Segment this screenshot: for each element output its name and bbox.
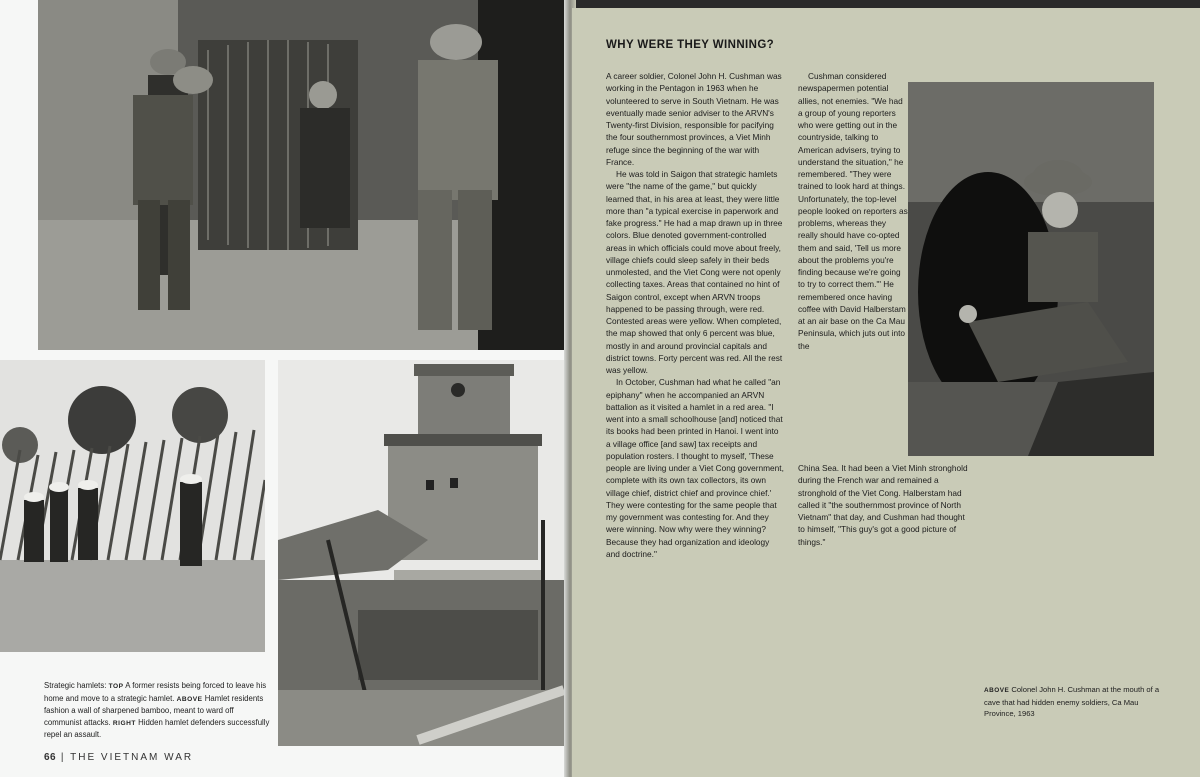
folio-separator: | (60, 752, 66, 763)
photo-cushman-cave (908, 82, 1154, 456)
photo-resident-resisting (38, 0, 568, 350)
caption-tag-above: ABOVE (176, 695, 203, 703)
caption-text-right: Hidden hamlet defenders successfully repel an assault. (44, 717, 270, 739)
sidebar-heading: WHY WERE THEY WINNING? (606, 39, 775, 51)
photo-bamboo-wall (0, 360, 265, 652)
caption-text-right-page: Colonel John H. Cushman at the mouth of a cave that had hidden enemy soldiers, Ca Mau Province, 1963 (984, 685, 1160, 718)
paragraph-1: A career soldier, Colonel John H. Cushman was working in the Pentagon in 1963 when he volunteered to serve in South Vietnam. He was eventually made senior adviser to the ARVN's Twenty-first Division, responsible for pacifying the four southernmost provinces, a Viet Minh refuge since the beginning of the war with France. (606, 71, 782, 167)
caption-tag-top: TOP (108, 683, 124, 690)
right-page (572, 8, 1200, 777)
text-column-1 (606, 70, 784, 560)
book-title: THE VIETNAM WAR (70, 752, 194, 763)
page-folio (44, 752, 193, 763)
right-photo-caption (984, 684, 1162, 720)
paragraph-4-continued: China Sea. It had been a Viet Minh stronghold during the French war and remained a stronghold of the Viet Cong. Halberstam had called it "the southernmost province of North Vietnam" that day, and Cushman had thought to himself, "This guy's got a good picture of things." (798, 463, 968, 547)
caption-text-above: Hamlet residents fashion a wall of sharpened bamboo, meant to ward off communist attacks. (44, 693, 264, 727)
caption-text-top: A former resists being forced to leave his home and move to a strategic hamlet. (44, 681, 267, 703)
caption-intro: Strategic hamlets: (44, 681, 109, 690)
caption-tag-right: RIGHT (112, 719, 136, 727)
photo-ruined-tower (278, 360, 564, 746)
left-page (0, 0, 568, 777)
text-column-2-continued (798, 462, 974, 548)
paragraph-2: He was told in Saigon that strategic hamlets were "the name of the game," but quickly learned that, in his area at least, they were little more than "a typical exercise in paperwork and fake progress." He had a map drawn up in three colors. Blue denoted government-controlled areas in which officials could move about freely, village chiefs could sleep safely in their beds unmolested, and the Viet Cong were not openly collecting taxes. Areas that contained no hint of Saigon control, except when ARVN troops happened to be passing through, were red. Contested areas were yellow. When completed, the map showed that only 6 percent was blue, mostly in and around provincial capitals and district towns. Forty percent was red. All the rest was yellow. (606, 169, 783, 375)
left-photo-caption (44, 680, 272, 741)
caption-tag-above-right: ABOVE (984, 687, 1010, 694)
paragraph-4: Cushman considered newspapermen potential allies, not enemies. "We had a group of young reporters who were getting out in the countryside, talking to American advisers, trying to understand the situation," he remembered. "They were trained to look hard at things. Unfortunately, the top-level people looked on reporters as problems, whereas they really should have co-opted them and said, 'Tell us more about the problems you're finding because we're going to try to correct them.'" He remembered once having coffee with David Halberstam at an air base on the Ca Mau Peninsula, which juts out into the (798, 71, 908, 351)
page-number: 66 (44, 752, 57, 763)
paragraph-3: In October, Cushman had what he called "an epiphany" when he accompanied an ARVN battalion as it visited a hamlet in a red area. "I went into a small schoolhouse [and] noticed that its books had been printed in Hanoi. I went into a village office [and saw] tax receipts and population rosters. I thought to myself, 'These people are living under a Viet Cong government, complete with its own tax collectors, its own village chief, district chief and province chief.' They were contesting for the same people that my government was contesting for. And they were winning. Now why were they winning? Because they had organization and ideology and doctrine." (606, 377, 784, 559)
